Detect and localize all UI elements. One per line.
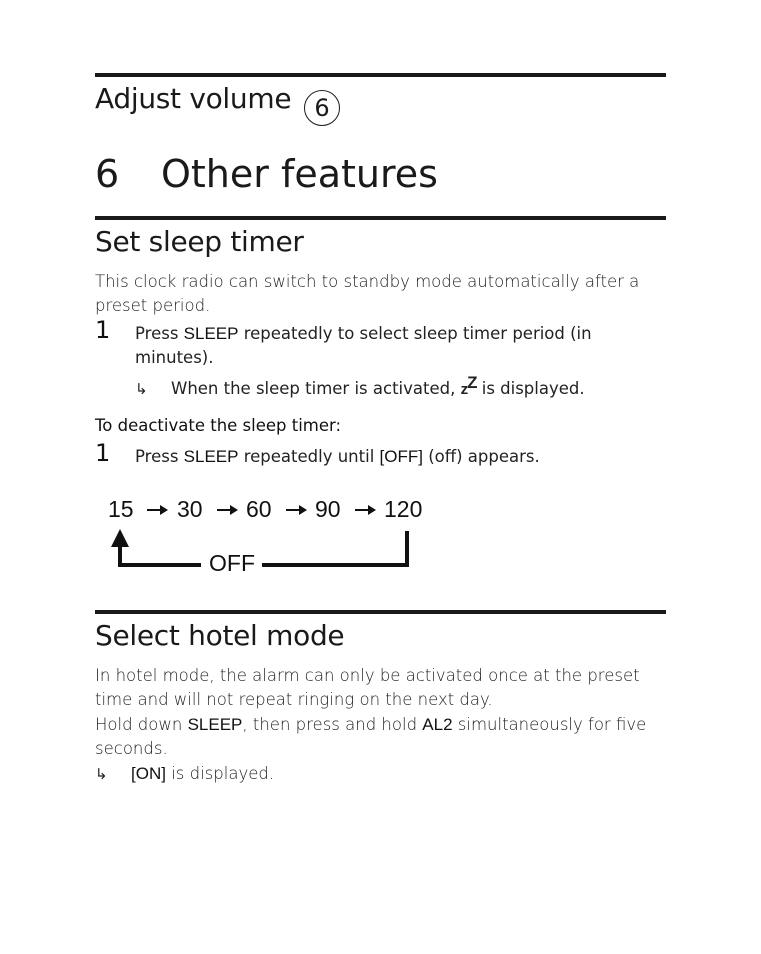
loop-back-arrow-icon bbox=[111, 529, 407, 565]
circled-number-badge: 6 bbox=[304, 90, 340, 126]
hotel-mode-heading: Select hotel mode bbox=[95, 619, 345, 652]
step-text-part: Press bbox=[135, 324, 184, 343]
result-arrow-icon: ↳ bbox=[135, 380, 148, 398]
adjust-volume-heading bbox=[95, 82, 340, 126]
sleep-timer-rule bbox=[95, 216, 666, 220]
sequence-value: 60 bbox=[246, 496, 272, 522]
step-text-part: Press bbox=[135, 447, 184, 466]
key-al2: AL2 bbox=[422, 715, 453, 734]
step-number: 1 bbox=[95, 439, 111, 467]
adjust-volume-title: Adjust volume bbox=[95, 82, 292, 115]
result-arrow-icon: ↳ bbox=[95, 765, 108, 783]
para-text-part: , then press and hold bbox=[242, 715, 423, 734]
hotel-mode-rule bbox=[95, 610, 666, 614]
step-text-part: repeatedly to select sleep timer period (in minutes). bbox=[135, 324, 592, 367]
sequence-value: 120 bbox=[384, 496, 423, 522]
result-text-part: is displayed. bbox=[165, 764, 275, 783]
key-sleep: SLEEP bbox=[183, 324, 239, 343]
forward-arrow-icon bbox=[286, 505, 307, 515]
top-rule bbox=[95, 73, 666, 77]
key-sleep: SLEEP bbox=[183, 447, 239, 466]
chapter-name: Other features bbox=[161, 152, 438, 196]
step-text bbox=[135, 445, 635, 469]
sequence-value: 90 bbox=[315, 496, 341, 522]
chapter-number: 6 bbox=[95, 152, 120, 196]
result-text-part: When the sleep timer is activated, bbox=[171, 379, 461, 398]
hotel-mode-result bbox=[95, 762, 670, 786]
hotel-mode-para1: In hotel mode, the alarm can only be activated once at the preset time and will not repeat ringing on the next day. bbox=[95, 666, 640, 709]
step-number: 1 bbox=[95, 316, 111, 344]
step-result bbox=[135, 371, 635, 402]
sleep-timer-intro: This clock radio can switch to standby mode automatically after a preset period. bbox=[95, 272, 640, 315]
forward-arrow-icon bbox=[355, 505, 376, 515]
forward-arrow-icon bbox=[147, 505, 168, 515]
para-text-part: Hold down bbox=[95, 715, 188, 734]
key-off: [OFF] bbox=[379, 447, 423, 466]
sequence-value: 15 bbox=[108, 496, 134, 522]
key-on: [ON] bbox=[131, 764, 166, 783]
step-text bbox=[135, 322, 635, 370]
deactivate-heading: To deactivate the sleep timer: bbox=[95, 416, 342, 435]
sequence-value: 30 bbox=[177, 496, 203, 522]
hotel-mode-para2 bbox=[95, 713, 670, 761]
forward-arrow-icon bbox=[217, 505, 238, 515]
sleep-timer-heading: Set sleep timer bbox=[95, 225, 304, 258]
chapter-title bbox=[95, 152, 438, 196]
result-text-part: is displayed. bbox=[476, 379, 585, 398]
step-text-part: repeatedly until bbox=[238, 447, 380, 466]
step-text-part: (off) appears. bbox=[422, 447, 540, 466]
off-label: OFF bbox=[209, 550, 255, 576]
key-sleep: SLEEP bbox=[187, 715, 243, 734]
para-text-part: simultaneously for five seconds. bbox=[95, 715, 647, 758]
sleep-zz-icon: $z^Z$ bbox=[460, 373, 477, 398]
